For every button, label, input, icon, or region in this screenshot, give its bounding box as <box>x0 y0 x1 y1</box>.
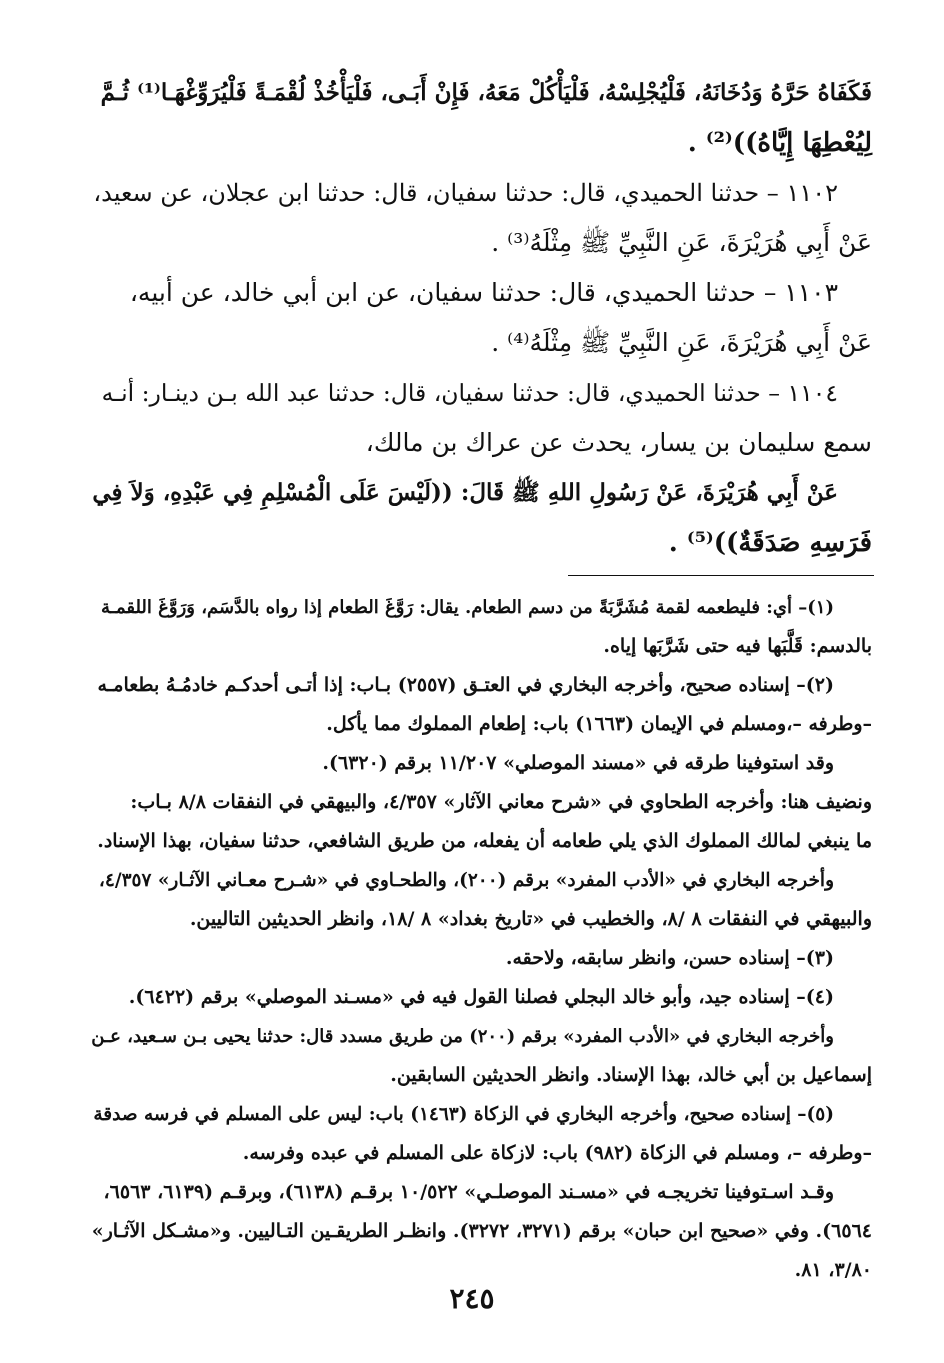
text-line: فَرَسِهِ صَدَقَةٌ))⁽⁵⁾ . <box>668 528 872 558</box>
text-line: فَكَفَاهُ حَرَّهُ وَدُخَانَهُ، فَلْيُجْلِسْهُ، فَلْيَأْكُلْ مَعَهُ، فَإِنْ أَبَـى، فَلْيَأْخُذْ لُقْمَـةً فَلْيُرَوِّغْهَـا⁽¹⁾ ثُـمَّ <box>100 79 872 106</box>
text-line: عَنْ أَبِي هُرَيْرَةَ، عَنِ النَّبِيِّ ﷺ مِثْلَهُ⁽³⁾ . <box>491 228 872 257</box>
text-line: ١١٠٢ – حدثنا الحميدي، قال: حدثنا سفيان، قال: حدثنا ابن عجلان، عن سعيد، <box>93 179 838 207</box>
footnote-line: ٦٥٦٤). وفي «صحيح ابن حبان» برقم (٣٢٧١، ٣٢٧٢). وانظـر الطريقـين التـاليين. و«مشـكل الآثـار» <box>91 1220 872 1242</box>
footnote-line: (١)– أي: فليطعمه لقمة مُشَرَّبَةً من دسم الطعام. يقال: رَوَّغَ الطعام إذا رواه بالدَّسَم، وَرَوَّغَ اللقمـة <box>101 597 834 618</box>
footnote-line: ما ينبغي لمالك المملوك الذي يلي طعامه أن يفعله، من طريق الشافعي، حدثنا سفيان، بهذا الإسناد. <box>97 830 872 852</box>
footnote-line: وقـد اسـتوفينا تخريجـه في «مسـند الموصلـي» ١٠/٥٢٢ برقـم (٦١٣٨)، وبرقـم (٦١٣٩، ٦٥٦٣، <box>103 1181 834 1203</box>
footnote-line: (٢)– إسناده صحيح، وأخرجه البخاري في العتـق (٢٥٥٧) بـاب: إذا أتـى أحدكـم خادمُـهُ بطعامـه <box>97 674 834 696</box>
page-number: ٢٤٥ <box>449 1282 495 1315</box>
text-line: عَنْ أَبِي هُرَيْرَةَ، عَنِ النَّبِيِّ ﷺ مِثْلَهُ⁽⁴⁾ . <box>491 328 872 357</box>
footnotes <box>90 588 872 1290</box>
footnote-line: ٣/٨٠، ٨١. <box>794 1259 872 1281</box>
footnote-line: والبيهقي في النفقات ٨ /٨، والخطيب في «تاريخ بغداد» ٨ /١٨، وانظر الحديثين التاليين. <box>189 908 872 930</box>
text-line: عَنْ أَبِي هُرَيْرَةَ، عَنْ رَسُولِ اللهِ ﷺ قَالَ: ((لَيْسَ عَلَى الْمُسْلِمِ فِي عَبْدِهِ، وَلاَ فِي <box>92 479 838 506</box>
footnote-line: وقد استوفينا طرقه في «مسند الموصلي» ١١/٢٠٧ برقم (٦٣٢٠). <box>322 752 834 774</box>
footnote-line: إسماعيل بن أبي خالد، بهذا الإسناد. وانظر الحديثين السابقين. <box>390 1064 872 1086</box>
footnote-line: ونضيف هنا: وأخرجه الطحاوي في «شرح معاني الآثار» ٤/٣٥٧، والبيهقي في النفقات ٨/٨ بـاب: <box>130 791 872 813</box>
footnote-line: –وطرفه –،ومسلم في الإيمان (١٦٦٣) باب: إطعام المملوك مما يأكل. <box>326 713 872 735</box>
footnote-line: بالدسم: قَلَّبَها فيه حتى شَرَّبَها إياه. <box>603 635 872 657</box>
text-line: سمع سليمان بن يسار، يحدث عن عراك بن مالك، <box>365 428 872 457</box>
footnote-divider <box>568 575 874 576</box>
text-line: ١١٠٤ – حدثنا الحميدي، قال: حدثنا سفيان، قال: حدثنا عبد الله بـن دينـار: أنـه <box>101 379 838 407</box>
footnote-line: وأخرجه البخاري في «الأدب المفرد» برقم (٢٠٠) من طريق مسدد قال: حدثنا يحيى بـن سـعيد، عـن <box>91 1026 834 1047</box>
footnote-line: –وطرفه –، ومسلم في الزكاة (٩٨٢) باب: لازكاة على المسلم في عبده وفرسه. <box>242 1142 872 1164</box>
footnote-line: (٤)– إسناده جيد، وأبو خالد البجلي فصلنا القول فيه في «مسـند الموصلي» برقم (٦٤٢٢). <box>128 986 834 1008</box>
text-line: ١١٠٣ – حدثنا الحميدي، قال: حدثنا سفيان، عن ابن أبي خالد، عن أبيه، <box>129 278 838 307</box>
main-text <box>92 68 872 568</box>
footnote-line: (٣)– إسناده حسن، وانظر سابقه، ولاحقه. <box>505 947 834 969</box>
footnote-line: وأخرجه البخاري في «الأدب المفرد» برقم (٢٠٠)، والطحـاوي في «شـرح معـاني الآثـار» ٤/٣٥٧، <box>98 870 834 891</box>
footnote-line: (٥)– إسناده صحيح، وأخرجه البخاري في الزكاة (١٤٦٣) باب: ليس على المسلم في فرسه صدقة <box>93 1104 834 1125</box>
text-line: لِيُعْطِهَا إِيَّاهُ))⁽²⁾ . <box>687 128 872 158</box>
